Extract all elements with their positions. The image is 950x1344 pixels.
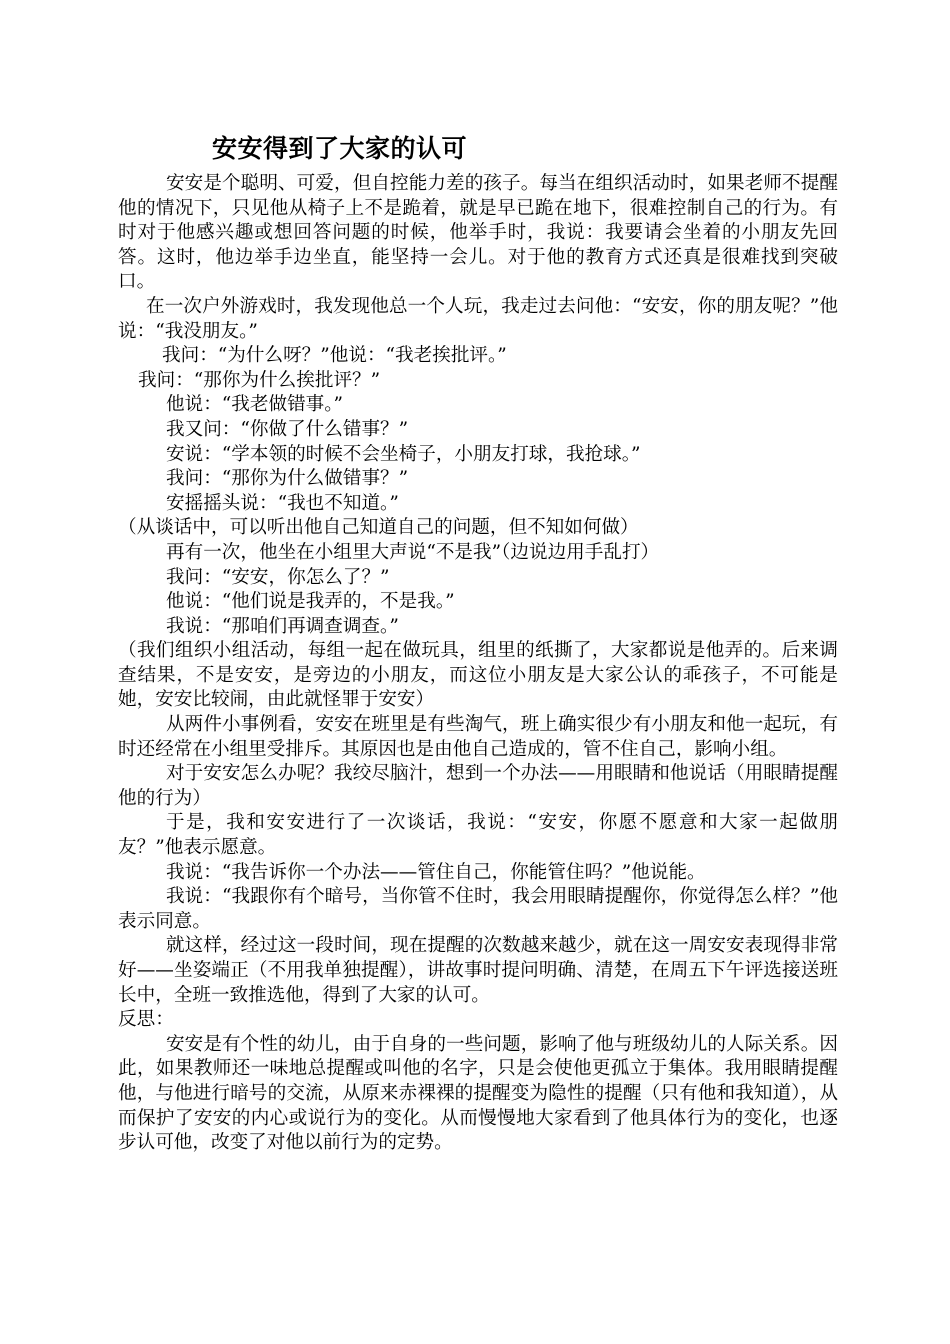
paragraph: 安安是有个性的幼儿，由于自身的一些问题，影响了他与班级幼儿的人际关系。因此，如果教师还一味地总提醒或叫他的名字，只是会使他更孤立于集体。我用眼睛提醒他，与他进行暗号的交流，从原来赤裸裸的提醒变为隐性的提醒（只有他和我知道），从而保护了安安的内心或说行为的变化。从而慢慢地大家看到了他具体行为的变化，也逐步认可他，改变了对他以前行为的定势。	[118, 1033, 838, 1154]
paragraph: 我又问：“你做了什么错事？”	[166, 418, 409, 440]
paragraph: 我说：“我跟你有个暗号，当你管不住时，我会用眼睛提醒你，你觉得怎么样？”他表示同意。	[118, 886, 838, 932]
paragraph: 安说：“学本领的时候不会坐椅子，小朋友打球，我抢球。”	[166, 443, 641, 465]
paragraph: 于是，我和安安进行了一次谈话，我说：“安安，你愿不愿意和大家一起做朋友？”他表示愿意。	[118, 812, 838, 859]
paragraph: 安摇摇头说：“我也不知道。”	[166, 492, 399, 514]
paragraph: 安安是个聪明、可爱，但自控能力差的孩子。每当在组织活动时，如果老师不提醒他的情况下，只见他从椅子上不是跪着，就是早已跪在地下，很难控制自己的行为。有时对于他感兴趣或想回答问题的时候，他举手时，我说：我要请会坐着的小朋友先回答。这时，他边举手边坐直，能坚持一会儿。对于他的教育方式还真是很难找到突破口。	[118, 173, 838, 293]
paragraph: 对于安安怎么办呢？我绞尽脑汁，想到一个办法——用眼睛和他说话（用眼睛提醒他的行为）	[118, 763, 838, 809]
document-title: 安安得到了大家的认可	[212, 134, 468, 163]
paragraph: 我问：“那你为什么做错事？”	[166, 468, 409, 490]
paragraph: （我们组织小组活动，每组一起在做玩具，组里的纸撕了，大家都说是他弄的。后来调查结果，不是安安，是旁边的小朋友，而这位小朋友是大家公认的乖孩子，不可能是她，安安比较闹，由此就怪罪于安安）	[118, 640, 838, 711]
paragraph: 我问：“为什么呀？”他说：“我老挨批评。”	[162, 345, 507, 367]
paragraph: 反思：	[118, 1009, 174, 1031]
paragraph: 在一次户外游戏时，我发现他总一个人玩，我走过去问他：“安安，你的朋友呢？”他说：“我没朋友。”	[118, 295, 838, 342]
paragraph: 我说：“那咱们再调查调查。”	[166, 615, 399, 637]
paragraph: 我说：“我告诉你一个办法——管住自己，你能管住吗？”他说能。	[166, 861, 706, 883]
paragraph: 从两件小事例看，安安在班里是有些淘气，班上确实很少有小朋友和他一起玩，有时还经常在小组里受排斥。其原因也是由他自己造成的，管不住自己，影响小组。	[118, 714, 838, 760]
paragraph: 就这样，经过这一段时间，现在提醒的次数越来越少，就在这一周安安表现得非常好——坐姿端正（不用我单独提醒），讲故事时提问明确、清楚，在周五下午评选接送班长中，全班一致推选他，得到了大家的认可。	[118, 935, 838, 1006]
paragraph: 我问：“安安，你怎么了？”	[166, 566, 390, 588]
paragraph: 我问：“那你为什么挨批评？”	[138, 369, 381, 391]
paragraph: 再有一次，他坐在小组里大声说“不是我”（边说边用手乱打）	[166, 541, 660, 563]
paragraph: 他说：“我老做错事。”	[166, 394, 344, 416]
document-body	[118, 172, 838, 1156]
paragraph: 他说：“他们说是我弄的，不是我。”	[166, 591, 455, 613]
paragraph: （从谈话中，可以听出他自己知道自己的问题，但不知如何做）	[118, 517, 639, 539]
